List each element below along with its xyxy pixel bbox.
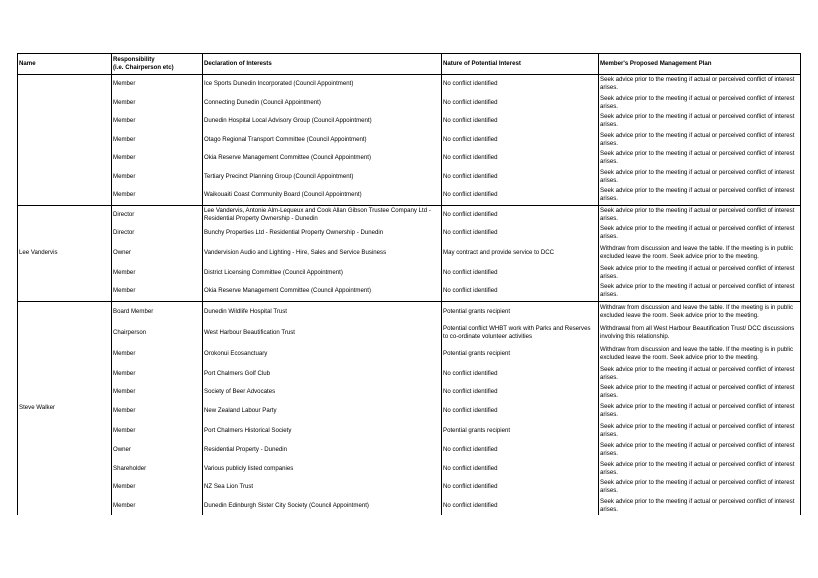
nature-cell: No conflict identified bbox=[442, 131, 599, 150]
table-row bbox=[18, 301, 801, 323]
plan-cell: Seek advice prior to the meeting if actual or perceived conflict of interest arises. bbox=[599, 186, 801, 205]
member-name bbox=[18, 75, 112, 206]
plan-cell: Seek advice prior to the meeting if actual or perceived conflict of interest arises. bbox=[599, 264, 801, 283]
responsibility-cell: Director bbox=[112, 224, 203, 243]
plan-cell: Withdrawal from all West Harbour Beautification Trust/ DCC discussions involving this relationship. bbox=[599, 323, 801, 344]
nature-cell: No conflict identified bbox=[442, 112, 599, 131]
responsibility-cell: Member bbox=[112, 168, 203, 187]
table-row bbox=[18, 497, 801, 516]
table-row bbox=[18, 264, 801, 283]
table-row bbox=[18, 94, 801, 113]
nature-cell: May contract and provide service to DCC bbox=[442, 243, 599, 264]
plan-cell: Seek advice prior to the meeting if actual or perceived conflict of interest arises. bbox=[599, 224, 801, 243]
nature-cell: Potential conflict WHBT work with Parks and Reserves to co-ordinate volunteer activities bbox=[442, 323, 599, 344]
declaration-cell: Okia Reserve Management Committee (Council Appointment) bbox=[203, 282, 442, 301]
plan-cell: Seek advice prior to the meeting if actual or perceived conflict of interest arises. bbox=[599, 460, 801, 479]
declaration-cell: Various publicly listed companies bbox=[203, 460, 442, 479]
declaration-cell: Vandervision Audio and Lighting - Hire, Sales and Service Business bbox=[203, 243, 442, 264]
nature-cell: No conflict identified bbox=[442, 478, 599, 497]
declaration-cell: District Licensing Committee (Council Appointment) bbox=[203, 264, 442, 283]
header-name: Name bbox=[18, 54, 112, 75]
declaration-cell: Ice Sports Dunedin Incorporated (Council Appointment) bbox=[203, 75, 442, 94]
responsibility-cell: Member bbox=[112, 94, 203, 113]
nature-cell: No conflict identified bbox=[442, 383, 599, 402]
nature-cell: No conflict identified bbox=[442, 168, 599, 187]
responsibility-cell: Member bbox=[112, 420, 203, 441]
responsibility-cell: Owner bbox=[112, 243, 203, 264]
table-row bbox=[18, 383, 801, 402]
nature-cell: Potential grants recipient bbox=[442, 420, 599, 441]
table-row bbox=[18, 344, 801, 365]
plan-cell: Seek advice prior to the meeting if actual or perceived conflict of interest arises. bbox=[599, 478, 801, 497]
responsibility-cell: Member bbox=[112, 383, 203, 402]
plan-cell: Seek advice prior to the meeting if actual or perceived conflict of interest arises. bbox=[599, 149, 801, 168]
plan-cell: Seek advice prior to the meeting if actual or perceived conflict of interest arises. bbox=[599, 402, 801, 421]
header-plan: Member's Proposed Management Plan bbox=[599, 54, 801, 75]
nature-cell: No conflict identified bbox=[442, 224, 599, 243]
nature-cell: No conflict identified bbox=[442, 264, 599, 283]
table-row bbox=[18, 149, 801, 168]
declaration-cell: West Harbour Beautification Trust bbox=[203, 323, 442, 344]
responsibility-cell: Member bbox=[112, 282, 203, 301]
responsibility-cell: Shareholder bbox=[112, 460, 203, 479]
declaration-cell: Dunedin Edinburgh Sister City Society (Council Appointment) bbox=[203, 497, 442, 516]
table-row bbox=[18, 365, 801, 384]
plan-cell: Seek advice prior to the meeting if actual or perceived conflict of interest arises. bbox=[599, 441, 801, 460]
declaration-cell: Tertiary Precinct Planning Group (Council Appointment) bbox=[203, 168, 442, 187]
plan-cell: Seek advice prior to the meeting if actual or perceived conflict of interest arises. bbox=[599, 205, 801, 224]
plan-cell: Seek advice prior to the meeting if actual or perceived conflict of interest arises. bbox=[599, 497, 801, 516]
header-declaration: Declaration of Interests bbox=[203, 54, 442, 75]
member-name: Lee Vandervis bbox=[18, 205, 112, 301]
nature-cell: No conflict identified bbox=[442, 402, 599, 421]
responsibility-cell: Member bbox=[112, 149, 203, 168]
table-row bbox=[18, 75, 801, 94]
table-row bbox=[18, 402, 801, 421]
nature-cell: No conflict identified bbox=[442, 205, 599, 224]
declaration-cell: Residential Property - Dunedin bbox=[203, 441, 442, 460]
plan-cell: Seek advice prior to the meeting if actual or perceived conflict of interest arises. bbox=[599, 94, 801, 113]
table-row bbox=[18, 282, 801, 301]
plan-cell: Withdraw from discussion and leave the table. If the meeting is in public excluded leave the room. Seek advice prior to the meeting. bbox=[599, 243, 801, 264]
table-row bbox=[18, 224, 801, 243]
declaration-cell: Otago Regional Transport Committee (Council Appointment) bbox=[203, 131, 442, 150]
table-row bbox=[18, 243, 801, 264]
responsibility-cell: Member bbox=[112, 131, 203, 150]
responsibility-cell: Chairperson bbox=[112, 323, 203, 344]
plan-cell: Seek advice prior to the meeting if actual or perceived conflict of interest arises. bbox=[599, 112, 801, 131]
responsibility-cell: Director bbox=[112, 205, 203, 224]
nature-cell: No conflict identified bbox=[442, 497, 599, 516]
nature-cell: No conflict identified bbox=[442, 149, 599, 168]
nature-cell: No conflict identified bbox=[442, 75, 599, 94]
header-row bbox=[18, 54, 801, 75]
header-nature: Nature of Potential Interest bbox=[442, 54, 599, 75]
responsibility-cell: Member bbox=[112, 264, 203, 283]
responsibility-cell: Member bbox=[112, 497, 203, 516]
plan-cell: Withdraw from discussion and leave the table. If the meeting is in public excluded leave the room. Seek advice prior to the meeting. bbox=[599, 344, 801, 365]
member-name: Steve Walker bbox=[18, 301, 112, 515]
nature-cell: Potential grants recipient bbox=[442, 344, 599, 365]
table-row bbox=[18, 112, 801, 131]
header-responsibility: Responsibility (i.e. Chairperson etc) bbox=[112, 54, 203, 75]
declaration-cell: Dunedin Wildlife Hospital Trust bbox=[203, 301, 442, 323]
table-row bbox=[18, 131, 801, 150]
table-row bbox=[18, 478, 801, 497]
plan-cell: Seek advice prior to the meeting if actual or perceived conflict of interest arises. bbox=[599, 420, 801, 441]
declaration-cell: Waikouaiti Coast Community Board (Council Appointment) bbox=[203, 186, 442, 205]
declaration-of-interests-sheet bbox=[17, 53, 800, 515]
declaration-table bbox=[17, 53, 801, 515]
declaration-cell: Society of Beer Advocates bbox=[203, 383, 442, 402]
responsibility-cell: Member bbox=[112, 186, 203, 205]
table-row bbox=[18, 168, 801, 187]
declaration-cell: Port Chalmers Golf Club bbox=[203, 365, 442, 384]
plan-cell: Seek advice prior to the meeting if actual or perceived conflict of interest arises. bbox=[599, 383, 801, 402]
responsibility-cell: Member bbox=[112, 112, 203, 131]
declaration-cell: Port Chalmers Historical Society bbox=[203, 420, 442, 441]
plan-cell: Seek advice prior to the meeting if actual or perceived conflict of interest arises. bbox=[599, 168, 801, 187]
table-row bbox=[18, 441, 801, 460]
declaration-cell: Bunchy Properties Ltd - Residential Property Ownership - Dunedin bbox=[203, 224, 442, 243]
nature-cell: No conflict identified bbox=[442, 365, 599, 384]
declaration-cell: Dunedin Hospital Local Advisory Group (Council Appointment) bbox=[203, 112, 442, 131]
responsibility-cell: Member bbox=[112, 365, 203, 384]
table-row bbox=[18, 323, 801, 344]
plan-cell: Seek advice prior to the meeting if actual or perceived conflict of interest arises. bbox=[599, 131, 801, 150]
nature-cell: No conflict identified bbox=[442, 282, 599, 301]
plan-cell: Seek advice prior to the meeting if actual or perceived conflict of interest arises. bbox=[599, 365, 801, 384]
plan-cell: Seek advice prior to the meeting if actual or perceived conflict of interest arises. bbox=[599, 75, 801, 94]
responsibility-cell: Member bbox=[112, 478, 203, 497]
plan-cell: Seek advice prior to the meeting if actual or perceived conflict of interest arises. bbox=[599, 282, 801, 301]
responsibility-cell: Member bbox=[112, 75, 203, 94]
declaration-cell: Connecting Dunedin (Council Appointment) bbox=[203, 94, 442, 113]
declaration-cell: NZ Sea Lion Trust bbox=[203, 478, 442, 497]
nature-cell: No conflict identified bbox=[442, 441, 599, 460]
nature-cell: No conflict identified bbox=[442, 94, 599, 113]
table-body bbox=[18, 75, 801, 516]
plan-cell: Withdraw from discussion and leave the table. If the meeting is in public excluded leave the room. Seek advice prior to the meeting. bbox=[599, 301, 801, 323]
table-row bbox=[18, 420, 801, 441]
nature-cell: Potential grants recipient bbox=[442, 301, 599, 323]
nature-cell: No conflict identified bbox=[442, 186, 599, 205]
declaration-cell: New Zealand Labour Party bbox=[203, 402, 442, 421]
table-row bbox=[18, 186, 801, 205]
responsibility-cell: Member bbox=[112, 402, 203, 421]
table-row bbox=[18, 460, 801, 479]
table-row bbox=[18, 205, 801, 224]
responsibility-cell: Owner bbox=[112, 441, 203, 460]
declaration-cell: Orokonui Ecosanctuary bbox=[203, 344, 442, 365]
declaration-cell: Okia Reserve Management Committee (Council Appointment) bbox=[203, 149, 442, 168]
responsibility-cell: Member bbox=[112, 344, 203, 365]
nature-cell: No conflict identified bbox=[442, 460, 599, 479]
responsibility-cell: Board Member bbox=[112, 301, 203, 323]
declaration-cell: Lee Vandervis, Antonie Alm-Lequeux and Cook Allan Gibson Trustee Company Ltd - Residential Property Ownership - Dunedin bbox=[203, 205, 442, 224]
